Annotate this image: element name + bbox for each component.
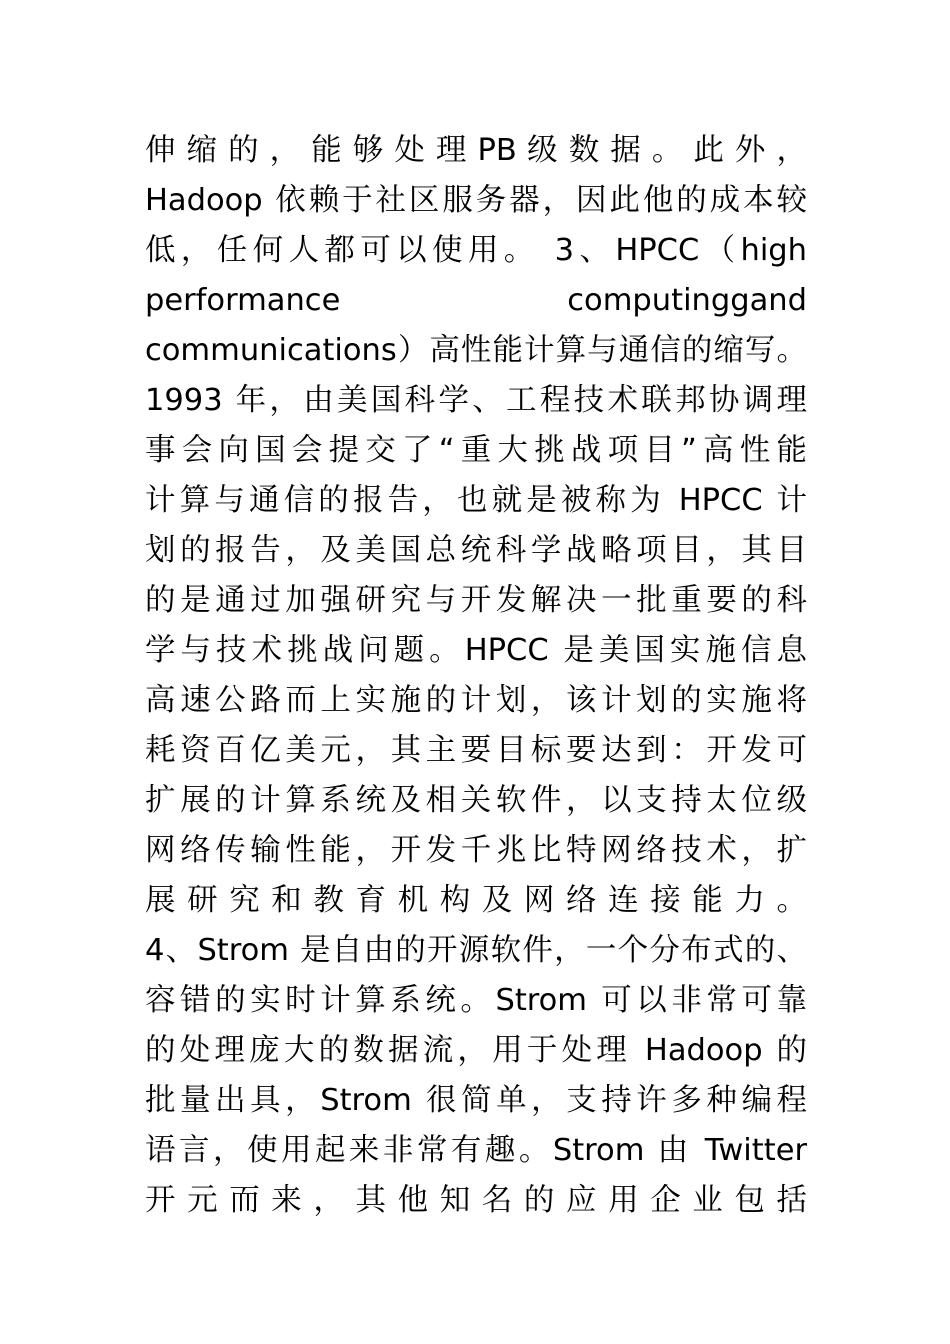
text-line-20: 批量出具，Strom 很简单，支持许多种编程	[145, 1083, 807, 1118]
text-line-10: 的是通过加强研究与开发解决一批重要的科	[145, 583, 807, 618]
text-line-4: performance computinggand	[145, 283, 807, 318]
text-line-7: 事会向国会提交了“重大挑战项目”高性能	[145, 433, 807, 468]
body-text	[145, 126, 807, 1226]
text-line-22: 开 元 而 来 ， 其 他 知 名 的 应 用 企 业 包 括	[145, 1183, 807, 1218]
text-line-5: communications）高性能计算与通信的缩写。	[145, 333, 807, 368]
text-line-13: 耗资百亿美元，其主要目标要达到：开发可	[145, 733, 807, 768]
text-line-8: 计算与通信的报告，也就是被称为 HPCC 计	[145, 483, 807, 518]
text-line-21: 语言，使用起来非常有趣。Strom 由 Twitter	[145, 1133, 807, 1168]
text-line-11: 学与技术挑战问题。HPCC 是美国实施信息	[145, 633, 807, 668]
text-line-15: 网络传输性能，开发千兆比特网络技术，扩	[145, 833, 807, 868]
text-line-19: 的处理庞大的数据流，用于处理 Hadoop 的	[145, 1033, 807, 1068]
text-line-14: 扩展的计算系统及相关软件，以支持太位级	[145, 783, 807, 818]
text-line-17: 4、Strom 是自由的开源软件，一个分布式的、	[145, 933, 807, 968]
text-line-1: 伸 缩 的 ， 能 够 处 理 PB 级 数 据 。 此 外 ，	[145, 133, 807, 168]
text-line-2: Hadoop 依赖于社区服务器，因此他的成本较	[145, 183, 807, 218]
text-line-18: 容错的实时计算系统。Strom 可以非常可靠	[145, 983, 807, 1018]
text-line-3: 低，任何人都可以使用。 3、HPCC（high	[145, 233, 807, 268]
text-line-6: 1993 年，由美国科学、工程技术联邦协调理	[145, 383, 807, 418]
text-line-9: 划的报告，及美国总统科学战略项目，其目	[145, 533, 807, 568]
text-line-12: 高速公路而上实施的计划，该计划的实施将	[145, 683, 807, 718]
text-line-16: 展 研 究 和 教 育 机 构 及 网 络 连 接 能 力 。	[145, 883, 807, 918]
